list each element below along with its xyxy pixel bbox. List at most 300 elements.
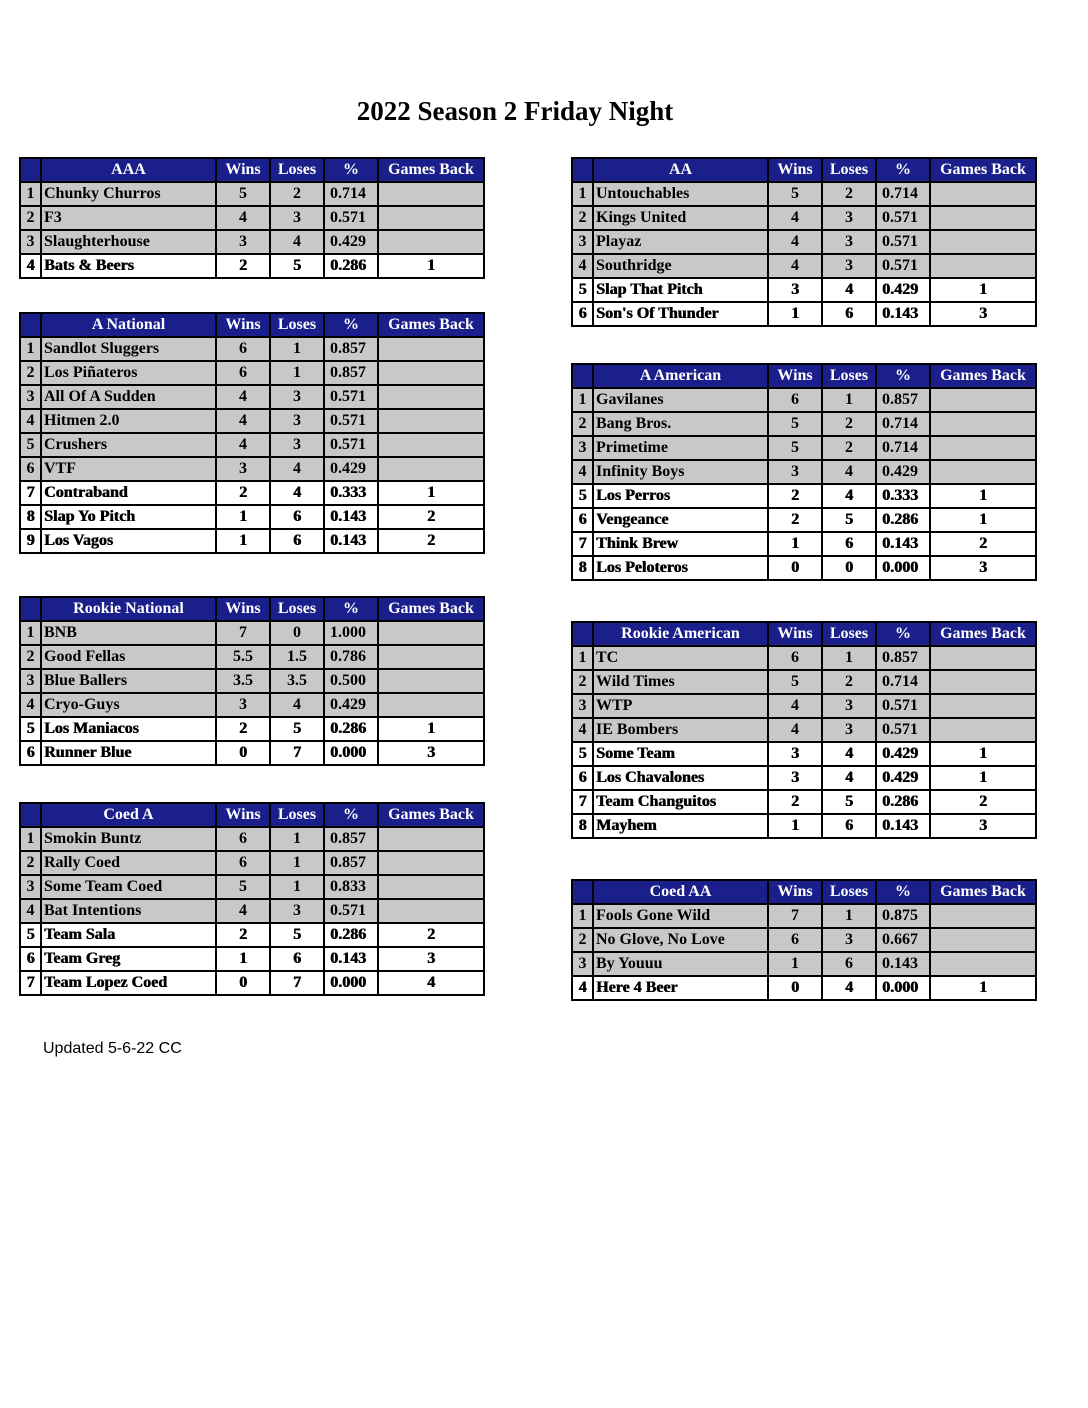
pct-header: % bbox=[324, 158, 378, 182]
team-wins: 3 bbox=[768, 766, 822, 790]
team-row bbox=[20, 254, 484, 278]
team-name: Los Perros bbox=[593, 484, 768, 508]
team-row bbox=[572, 302, 1036, 326]
pct-header: % bbox=[324, 597, 378, 621]
team-name: Los Vagos bbox=[41, 529, 216, 553]
team-rank: 7 bbox=[572, 532, 593, 556]
team-loses: 5 bbox=[270, 717, 324, 741]
team-row bbox=[572, 556, 1036, 580]
team-name: Mayhem bbox=[593, 814, 768, 838]
division-name: A American bbox=[593, 364, 768, 388]
team-loses: 2 bbox=[270, 182, 324, 206]
team-loses: 3 bbox=[822, 254, 876, 278]
team-wins: 2 bbox=[216, 717, 270, 741]
team-pct: 0.143 bbox=[324, 505, 378, 529]
team-loses: 3 bbox=[270, 899, 324, 923]
team-games-back: 3 bbox=[378, 947, 484, 971]
team-rank: 7 bbox=[572, 790, 593, 814]
team-loses: 4 bbox=[270, 457, 324, 481]
team-name: Playaz bbox=[593, 230, 768, 254]
games-back-header: Games Back bbox=[378, 158, 484, 182]
team-loses: 2 bbox=[822, 412, 876, 436]
team-loses: 6 bbox=[270, 505, 324, 529]
team-rank: 4 bbox=[572, 460, 593, 484]
team-name: Slaughterhouse bbox=[41, 230, 216, 254]
team-wins: 6 bbox=[768, 928, 822, 952]
team-games-back bbox=[930, 206, 1036, 230]
team-rank: 5 bbox=[572, 742, 593, 766]
team-rank: 2 bbox=[572, 412, 593, 436]
team-wins: 5.5 bbox=[216, 645, 270, 669]
team-wins: 5 bbox=[768, 412, 822, 436]
team-pct: 0.667 bbox=[876, 928, 930, 952]
team-row bbox=[20, 875, 484, 899]
standings-header-row bbox=[20, 158, 484, 182]
division-name: AA bbox=[593, 158, 768, 182]
games-back-header: Games Back bbox=[930, 158, 1036, 182]
team-loses: 6 bbox=[270, 947, 324, 971]
team-pct: 0.143 bbox=[876, 302, 930, 326]
team-row bbox=[20, 385, 484, 409]
team-row bbox=[20, 361, 484, 385]
team-name: Team Greg bbox=[41, 947, 216, 971]
team-name: All Of A Sudden bbox=[41, 385, 216, 409]
team-rank: 1 bbox=[572, 646, 593, 670]
team-rank: 1 bbox=[572, 904, 593, 928]
team-loses: 4 bbox=[822, 976, 876, 1000]
team-row bbox=[572, 742, 1036, 766]
team-row bbox=[20, 505, 484, 529]
team-loses: 2 bbox=[822, 182, 876, 206]
team-wins: 2 bbox=[216, 481, 270, 505]
team-rank: 6 bbox=[20, 947, 41, 971]
team-games-back bbox=[378, 230, 484, 254]
team-rank: 3 bbox=[20, 230, 41, 254]
header-corner-cell bbox=[20, 313, 41, 337]
team-name: Some Team Coed bbox=[41, 875, 216, 899]
games-back-header: Games Back bbox=[930, 880, 1036, 904]
team-games-back bbox=[930, 254, 1036, 278]
team-rank: 9 bbox=[20, 529, 41, 553]
team-row bbox=[572, 412, 1036, 436]
team-pct: 0.286 bbox=[876, 508, 930, 532]
team-name: Team Sala bbox=[41, 923, 216, 947]
team-name: Team Changuitos bbox=[593, 790, 768, 814]
team-games-back: 1 bbox=[930, 278, 1036, 302]
team-pct: 0.429 bbox=[876, 460, 930, 484]
team-loses: 3 bbox=[822, 230, 876, 254]
team-games-back: 1 bbox=[378, 481, 484, 505]
standings-header-row bbox=[572, 622, 1036, 646]
team-games-back: 2 bbox=[930, 532, 1036, 556]
team-wins: 6 bbox=[216, 827, 270, 851]
team-name: Wild Times bbox=[593, 670, 768, 694]
team-pct: 0.857 bbox=[324, 827, 378, 851]
team-name: Kings United bbox=[593, 206, 768, 230]
team-pct: 0.571 bbox=[324, 409, 378, 433]
loses-header: Loses bbox=[822, 364, 876, 388]
team-pct: 0.429 bbox=[876, 278, 930, 302]
team-wins: 3 bbox=[216, 693, 270, 717]
team-loses: 1 bbox=[822, 388, 876, 412]
team-games-back: 1 bbox=[378, 254, 484, 278]
team-pct: 0.286 bbox=[324, 717, 378, 741]
team-loses: 4 bbox=[270, 481, 324, 505]
team-games-back bbox=[930, 904, 1036, 928]
team-games-back bbox=[378, 337, 484, 361]
loses-header: Loses bbox=[270, 313, 324, 337]
team-row bbox=[20, 947, 484, 971]
team-wins: 0 bbox=[216, 971, 270, 995]
standings-table bbox=[571, 621, 1037, 839]
team-rank: 6 bbox=[20, 741, 41, 765]
team-wins: 2 bbox=[768, 790, 822, 814]
team-pct: 0.429 bbox=[324, 693, 378, 717]
standings-table bbox=[571, 879, 1037, 1001]
team-games-back: 1 bbox=[930, 742, 1036, 766]
team-name: TC bbox=[593, 646, 768, 670]
team-wins: 3 bbox=[216, 457, 270, 481]
standings-table bbox=[571, 157, 1037, 327]
team-rank: 2 bbox=[572, 928, 593, 952]
team-row bbox=[20, 457, 484, 481]
loses-header: Loses bbox=[822, 880, 876, 904]
standings-table bbox=[19, 596, 485, 766]
team-rank: 8 bbox=[20, 505, 41, 529]
team-name: BNB bbox=[41, 621, 216, 645]
team-games-back bbox=[930, 436, 1036, 460]
team-loses: 3 bbox=[822, 718, 876, 742]
team-wins: 4 bbox=[216, 433, 270, 457]
team-wins: 3 bbox=[768, 742, 822, 766]
team-games-back bbox=[378, 433, 484, 457]
team-rank: 7 bbox=[20, 481, 41, 505]
team-wins: 4 bbox=[768, 718, 822, 742]
team-row bbox=[572, 718, 1036, 742]
team-rank: 7 bbox=[20, 971, 41, 995]
standings-header-row bbox=[572, 364, 1036, 388]
team-pct: 0.571 bbox=[324, 433, 378, 457]
team-pct: 0.571 bbox=[876, 206, 930, 230]
header-corner-cell bbox=[572, 158, 593, 182]
team-games-back bbox=[378, 457, 484, 481]
standings-header-row bbox=[572, 158, 1036, 182]
team-rank: 3 bbox=[572, 694, 593, 718]
team-loses: 3 bbox=[822, 206, 876, 230]
team-pct: 0.143 bbox=[324, 947, 378, 971]
team-row bbox=[572, 790, 1036, 814]
team-games-back: 1 bbox=[930, 508, 1036, 532]
team-row bbox=[572, 460, 1036, 484]
team-name: Bat Intentions bbox=[41, 899, 216, 923]
header-corner-cell bbox=[572, 364, 593, 388]
games-back-header: Games Back bbox=[378, 313, 484, 337]
team-name: Untouchables bbox=[593, 182, 768, 206]
team-loses: 1.5 bbox=[270, 645, 324, 669]
team-pct: 0.571 bbox=[324, 385, 378, 409]
team-rank: 3 bbox=[20, 669, 41, 693]
team-loses: 3 bbox=[270, 409, 324, 433]
team-name: Some Team bbox=[593, 742, 768, 766]
team-wins: 4 bbox=[768, 206, 822, 230]
standings-header-row bbox=[20, 597, 484, 621]
team-rank: 3 bbox=[572, 952, 593, 976]
team-rank: 2 bbox=[20, 851, 41, 875]
team-games-back: 2 bbox=[378, 923, 484, 947]
header-corner-cell bbox=[20, 158, 41, 182]
team-wins: 7 bbox=[216, 621, 270, 645]
team-pct: 0.833 bbox=[324, 875, 378, 899]
team-wins: 7 bbox=[768, 904, 822, 928]
team-games-back: 2 bbox=[378, 505, 484, 529]
team-row bbox=[572, 766, 1036, 790]
team-wins: 1 bbox=[768, 532, 822, 556]
team-name: Bang Bros. bbox=[593, 412, 768, 436]
wins-header: Wins bbox=[768, 880, 822, 904]
standings-header-row bbox=[572, 880, 1036, 904]
team-pct: 0.143 bbox=[876, 532, 930, 556]
team-row bbox=[20, 206, 484, 230]
loses-header: Loses bbox=[270, 597, 324, 621]
team-pct: 0.143 bbox=[876, 814, 930, 838]
division-name: Rookie American bbox=[593, 622, 768, 646]
team-games-back: 1 bbox=[378, 717, 484, 741]
team-wins: 4 bbox=[216, 206, 270, 230]
team-name: By Youuu bbox=[593, 952, 768, 976]
division-name: Coed A bbox=[41, 803, 216, 827]
team-name: Bats & Beers bbox=[41, 254, 216, 278]
team-wins: 1 bbox=[216, 505, 270, 529]
pct-header: % bbox=[876, 158, 930, 182]
team-rank: 4 bbox=[572, 254, 593, 278]
team-loses: 5 bbox=[822, 790, 876, 814]
team-games-back bbox=[930, 388, 1036, 412]
team-name: Think Brew bbox=[593, 532, 768, 556]
team-games-back bbox=[378, 361, 484, 385]
loses-header: Loses bbox=[822, 158, 876, 182]
team-wins: 2 bbox=[768, 484, 822, 508]
team-rank: 4 bbox=[20, 693, 41, 717]
team-wins: 5 bbox=[216, 875, 270, 899]
team-name: Here 4 Beer bbox=[593, 976, 768, 1000]
team-loses: 1 bbox=[270, 875, 324, 899]
team-row bbox=[20, 529, 484, 553]
team-row bbox=[20, 182, 484, 206]
team-wins: 6 bbox=[768, 388, 822, 412]
team-name: Blue Ballers bbox=[41, 669, 216, 693]
team-wins: 1 bbox=[216, 529, 270, 553]
team-wins: 3.5 bbox=[216, 669, 270, 693]
team-pct: 0.143 bbox=[876, 952, 930, 976]
team-pct: 1.000 bbox=[324, 621, 378, 645]
team-name: WTP bbox=[593, 694, 768, 718]
team-row bbox=[572, 952, 1036, 976]
team-wins: 5 bbox=[216, 182, 270, 206]
header-corner-cell bbox=[20, 597, 41, 621]
team-wins: 4 bbox=[768, 694, 822, 718]
team-pct: 0.571 bbox=[876, 230, 930, 254]
team-rank: 1 bbox=[572, 182, 593, 206]
team-row bbox=[20, 923, 484, 947]
team-row bbox=[572, 182, 1036, 206]
team-name: Los Piñateros bbox=[41, 361, 216, 385]
team-wins: 3 bbox=[768, 278, 822, 302]
team-games-back: 3 bbox=[930, 556, 1036, 580]
team-name: IE Bombers bbox=[593, 718, 768, 742]
team-rank: 1 bbox=[20, 337, 41, 361]
team-row bbox=[572, 814, 1036, 838]
team-games-back bbox=[378, 851, 484, 875]
team-name: Southridge bbox=[593, 254, 768, 278]
loses-header: Loses bbox=[270, 158, 324, 182]
team-wins: 5 bbox=[768, 436, 822, 460]
team-wins: 2 bbox=[216, 254, 270, 278]
team-wins: 6 bbox=[216, 361, 270, 385]
team-games-back: 3 bbox=[378, 741, 484, 765]
team-games-back bbox=[378, 875, 484, 899]
team-pct: 0.500 bbox=[324, 669, 378, 693]
team-row bbox=[572, 976, 1036, 1000]
team-loses: 4 bbox=[822, 742, 876, 766]
team-rank: 2 bbox=[572, 206, 593, 230]
team-rank: 2 bbox=[20, 361, 41, 385]
team-row bbox=[572, 670, 1036, 694]
team-loses: 6 bbox=[822, 952, 876, 976]
team-loses: 3 bbox=[270, 385, 324, 409]
team-loses: 4 bbox=[822, 460, 876, 484]
loses-header: Loses bbox=[822, 622, 876, 646]
team-rank: 5 bbox=[20, 923, 41, 947]
team-games-back: 2 bbox=[378, 529, 484, 553]
team-games-back bbox=[378, 206, 484, 230]
team-pct: 0.571 bbox=[324, 899, 378, 923]
team-row bbox=[20, 669, 484, 693]
team-name: Cryo-Guys bbox=[41, 693, 216, 717]
division-name: Coed AA bbox=[593, 880, 768, 904]
team-loses: 1 bbox=[270, 827, 324, 851]
team-wins: 3 bbox=[768, 460, 822, 484]
wins-header: Wins bbox=[216, 158, 270, 182]
team-rank: 6 bbox=[572, 766, 593, 790]
team-wins: 4 bbox=[216, 385, 270, 409]
team-row bbox=[572, 230, 1036, 254]
team-games-back bbox=[378, 645, 484, 669]
team-rank: 3 bbox=[572, 230, 593, 254]
team-loses: 3.5 bbox=[270, 669, 324, 693]
pct-header: % bbox=[876, 364, 930, 388]
team-loses: 4 bbox=[822, 766, 876, 790]
team-games-back bbox=[930, 694, 1036, 718]
team-games-back: 3 bbox=[930, 302, 1036, 326]
team-pct: 0.333 bbox=[324, 481, 378, 505]
team-rank: 4 bbox=[20, 254, 41, 278]
team-games-back: 1 bbox=[930, 976, 1036, 1000]
standings-header-row bbox=[20, 803, 484, 827]
team-row bbox=[20, 827, 484, 851]
team-rank: 3 bbox=[20, 875, 41, 899]
team-name: Chunky Churros bbox=[41, 182, 216, 206]
team-games-back bbox=[930, 412, 1036, 436]
wins-header: Wins bbox=[216, 313, 270, 337]
team-wins: 5 bbox=[768, 670, 822, 694]
team-loses: 1 bbox=[822, 646, 876, 670]
team-row bbox=[20, 971, 484, 995]
games-back-header: Games Back bbox=[378, 597, 484, 621]
team-pct: 0.714 bbox=[876, 412, 930, 436]
team-loses: 4 bbox=[822, 484, 876, 508]
team-name: VTF bbox=[41, 457, 216, 481]
team-pct: 0.714 bbox=[324, 182, 378, 206]
team-pct: 0.429 bbox=[876, 742, 930, 766]
wins-header: Wins bbox=[216, 597, 270, 621]
team-row bbox=[572, 388, 1036, 412]
team-row bbox=[572, 484, 1036, 508]
team-row bbox=[572, 694, 1036, 718]
team-loses: 2 bbox=[822, 436, 876, 460]
team-pct: 0.333 bbox=[876, 484, 930, 508]
standings-table bbox=[571, 363, 1037, 581]
team-row bbox=[20, 717, 484, 741]
team-games-back: 3 bbox=[930, 814, 1036, 838]
team-name: Crushers bbox=[41, 433, 216, 457]
team-rank: 1 bbox=[20, 621, 41, 645]
team-name: Smokin Buntz bbox=[41, 827, 216, 851]
wins-header: Wins bbox=[216, 803, 270, 827]
team-loses: 0 bbox=[270, 621, 324, 645]
team-games-back bbox=[378, 669, 484, 693]
team-rank: 2 bbox=[20, 206, 41, 230]
team-games-back bbox=[930, 460, 1036, 484]
team-pct: 0.143 bbox=[324, 529, 378, 553]
team-loses: 3 bbox=[270, 433, 324, 457]
team-loses: 4 bbox=[270, 693, 324, 717]
updated-note: Updated 5-6-22 CC bbox=[43, 1040, 182, 1057]
team-row bbox=[20, 693, 484, 717]
team-loses: 6 bbox=[822, 814, 876, 838]
team-pct: 0.857 bbox=[324, 337, 378, 361]
games-back-header: Games Back bbox=[930, 364, 1036, 388]
team-wins: 0 bbox=[768, 976, 822, 1000]
team-games-back bbox=[930, 230, 1036, 254]
header-corner-cell bbox=[572, 880, 593, 904]
standings-table bbox=[19, 312, 485, 554]
team-pct: 0.000 bbox=[324, 741, 378, 765]
team-loses: 6 bbox=[270, 529, 324, 553]
team-loses: 3 bbox=[822, 928, 876, 952]
team-pct: 0.714 bbox=[876, 670, 930, 694]
team-wins: 0 bbox=[768, 556, 822, 580]
team-rank: 8 bbox=[572, 814, 593, 838]
team-games-back: 1 bbox=[930, 766, 1036, 790]
team-pct: 0.000 bbox=[876, 556, 930, 580]
team-row bbox=[20, 645, 484, 669]
team-games-back bbox=[930, 952, 1036, 976]
team-wins: 5 bbox=[768, 182, 822, 206]
team-rank: 5 bbox=[572, 484, 593, 508]
team-name: Team Lopez Coed bbox=[41, 971, 216, 995]
team-wins: 4 bbox=[768, 230, 822, 254]
team-games-back bbox=[930, 670, 1036, 694]
team-rank: 1 bbox=[20, 182, 41, 206]
team-name: Son's Of Thunder bbox=[593, 302, 768, 326]
team-pct: 0.857 bbox=[324, 851, 378, 875]
team-loses: 1 bbox=[270, 337, 324, 361]
team-loses: 7 bbox=[270, 741, 324, 765]
team-name: Los Maniacos bbox=[41, 717, 216, 741]
header-corner-cell bbox=[20, 803, 41, 827]
team-pct: 0.429 bbox=[324, 457, 378, 481]
team-games-back bbox=[930, 646, 1036, 670]
